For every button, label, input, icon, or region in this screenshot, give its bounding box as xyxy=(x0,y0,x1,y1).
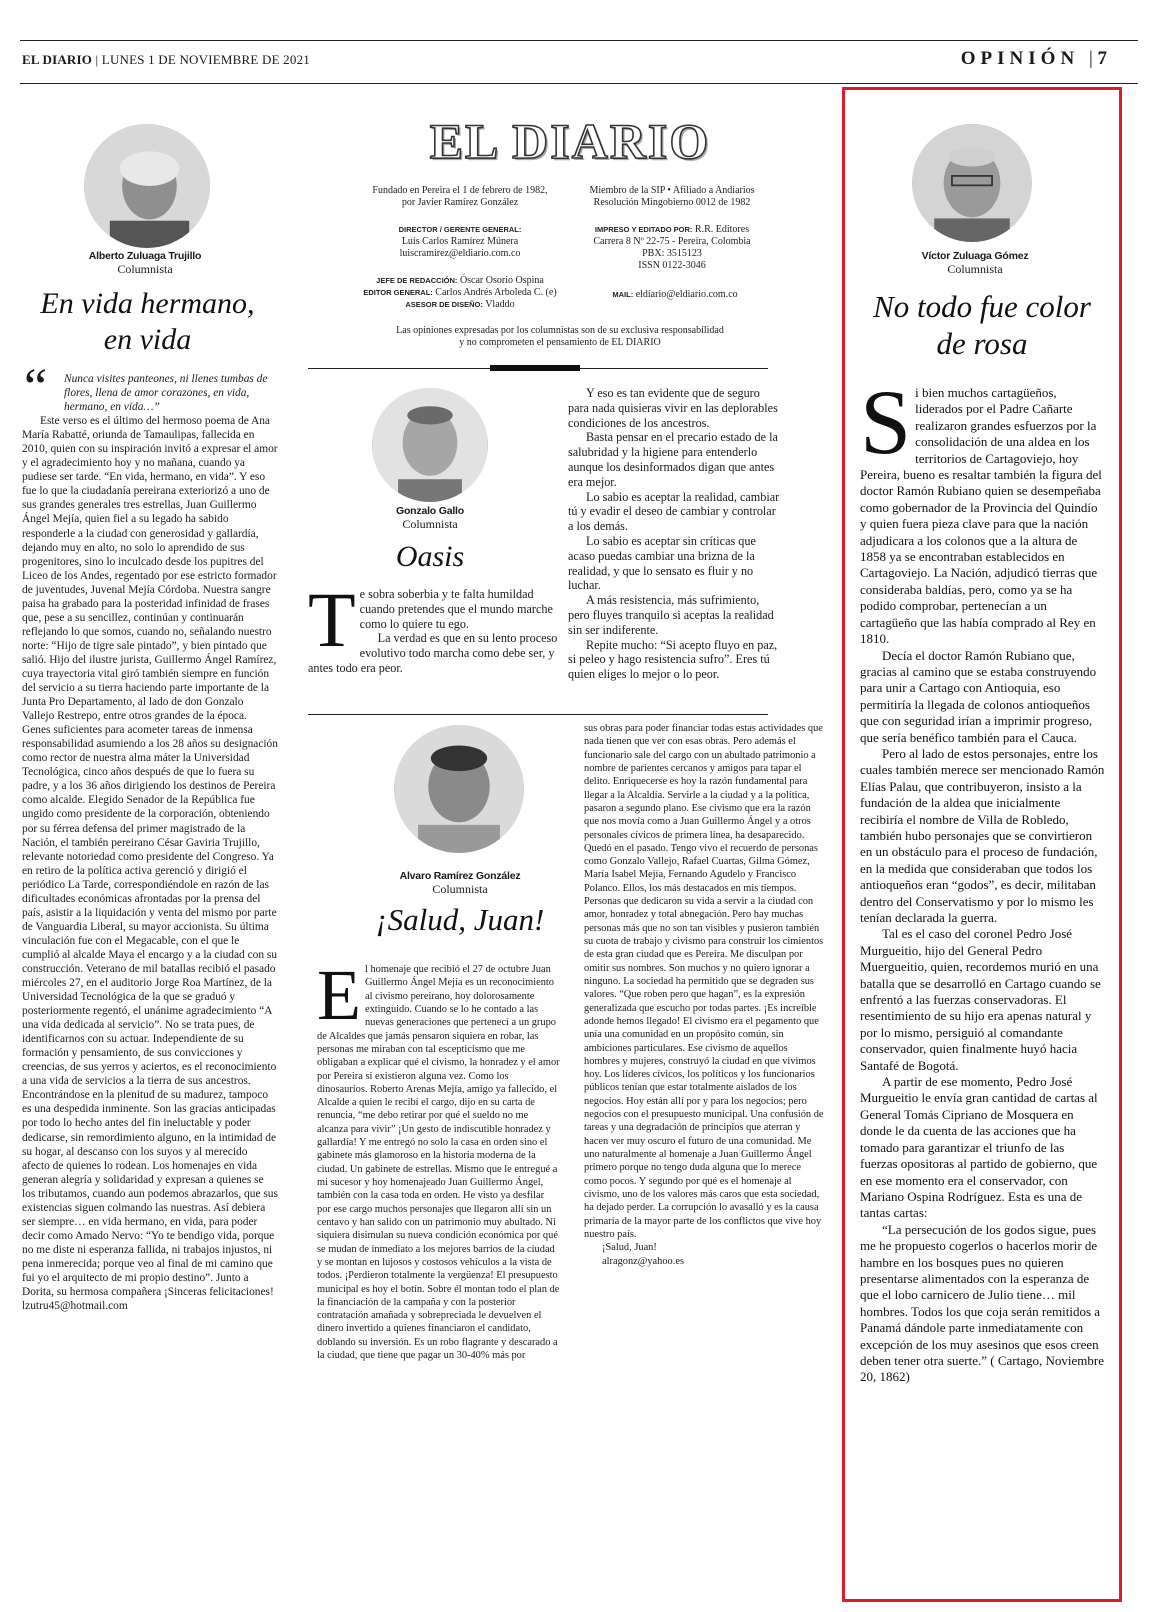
byline-gonzalo xyxy=(360,505,500,532)
quote-mark-icon: “ xyxy=(24,359,48,416)
author-photo-gonzalo xyxy=(372,388,488,502)
article-body-alberto xyxy=(22,359,278,1313)
author-photo-alvaro xyxy=(394,725,524,853)
author-role: Columnista xyxy=(402,517,458,531)
article-text: Este verso es el último del hermoso poema de Ana María Rabatté, oriunda de Tamaulipas, fallecida en 2010, quien con su inspiración invitó a expresar el amor y el agradecimiento hoy y no mañana, cuando ya pudiese ser tarde. “En vida, hermano, en vida”. Y eso fue lo que la ciudadanía pereirana exteriorizó a uno de sus grandes generales tres estrellas, Juan Guillermo Ángel Mejía, quien fiel a su legado ha sabido responderle a la ciudad con generosidad y gallardía, dejando muy en alto, no solo lo aprendido de sus progenitores, sino lo inculcado desde los pupitres del Liceo de los Andes, regentado por ese estricto formador de juventudes, Juvenal Mejía Córdoba. Nuestra sangre paisa ha grabado para la posteridad infinidad de frases que, pese a su sencillez, continúan y continuarán reflejando lo que somos, cuando no, señalando nuestro norte: “Hijo de tigre sale pintado”, y bien pintado que salió. Hijo del ilustre jurista, Guillermo Ángel Ramírez, cuya trayectoria vital giró también siempre en función del servicio a su tierra haciendo parte importante de la Junta Pro Departamento, al lado de don Gonzalo Vallejo Restrepo, entre otros grandes de la época. Genes suficientes para acometer tareas de inmensa responsabilidad asumiendo a los 28 años su designación como rector de nuestra alma máter la Universidad Tecnológica, cinco años después de que lo fuera su padre, y a los 36 años dirigiendo los destinos de Pereira como alcalde. Elegido Senador de la República fue ungido como presidente de la corporación, obteniendo por su férrea defensa del primer magistrado de la Nación, el también pereirano César Gaviria Trujillo, relevante notoriedad como presidente del Congreso. Ya en retiro de la política activa gerenció y dirigió el periódico La Tarde, correspondiéndole en razón de las dificultades económicas afrontadas por la prensa del país, asistir a la liquidación y venta del mismo por parte de Vanguardia Liberal, su mayor accionista. Su última vinculación fue con el Megacable, con el que le cumplió al alcalde Maya el encargo y a la ciudad con su construcción. Veterano de mil batallas recibió el pasado miércoles 27, en el auditorio Jorge Roa Martínez, de la Universidad Tecnológica de la que se graduó y posteriormente regentó, el unánime agradecimiento “A una vida dedicada al servicio”. No se trata pues, de identificarnos con su actuar. Independiente de su formación y pensamiento, de sus convicciones y creencias, de sus yerros y aciertos, es el reconocimiento a una vida de servicios a la tierra de sus ancestros. Encontrándose en la plenitud de su madurez, tampoco es una despedida inminente. Son las gracias anticipadas por todo lo hecho antes del fin ineluctable y poder dedicarse, sin remordimiento alguno, en la intimidad de su hogar, al descanso con los suyos y al merecido afecto de quienes lo rodean. Los homenajes en vida generan alegría y solidaridad y expresan a quienes se los tributamos, cuando aun podemos abrazarlos, que sus existencias siguen colmando las nuestras. Así debiera ser siempre… en vida hermano, en vida, para poder decir como Amado Nervo: “Yo te bendigo vida, porque no me diste ni esperanza fallida, ni trabajos injustos, ni pena inmerecida; porque veo al final de mi camino que fui yo el arquitecto de mi propio destino”. Junto a Dorita, su hermosa compañera ¡Sinceras felicitaciones! xyxy=(22,415,278,1299)
masthead-mail: MAIL: eldiario@eldiario.com.co xyxy=(612,289,738,300)
author-role: Columnista xyxy=(117,262,173,276)
author-photo-alberto xyxy=(84,124,210,248)
author-name: Gonzalo Gallo xyxy=(396,505,464,517)
headline-gonzalo: Oasis xyxy=(395,540,465,573)
headline-alberto: En vida hermano, en vida xyxy=(40,287,255,356)
article-body-gonzalo-right: Y eso es tan evidente que de seguro para nada quisieras vivir en las deplorables condiciones de los ancestros. Basta pensar en el precario estado de la salubridad y la higiene para entenderlo aunque los desinformados digan que antes era mejor. Lo sabio es aceptar la realidad, cambiar tú y evadir el deseo de cambiar y controlar a los demás. Lo sabio es aceptar sin críticas que acaso puedas cambiar una brizna de la realidad, y que lo sensato es fluir y no luchar. A más resistencia, más sufrimiento, pero fluyes tranquilo si aceptas la realidad sin ser indiferente. Repite mucho: “Si acepto fluyo en paz, si peleo y hago resistencia sufro”. Eres tú quien eliges lo mejor o lo peor. xyxy=(568,386,780,682)
page-number: 7 xyxy=(1097,48,1112,69)
issue-date: LUNES 1 DE NOVIEMBRE DE 2021 xyxy=(101,52,310,67)
masthead-membership: Miembro de la SIP • Afiliado a Andiarios Resolución Mingobierno 0012 de 1982 xyxy=(589,185,755,208)
opening-quote: Nunca visites panteones, ni llenes tumbas de flores, llena de amor corazones, en vida, hermano, en vida…” xyxy=(64,373,268,414)
byline-alberto xyxy=(60,250,230,277)
article-body-alvaro-right: sus obras para poder financiar todas estas actividades que nada tienen que ver con esas obras. Pero además el funcionario sale del cargo con un abultado patrimonio a nombre de parientes cercanos y amigos para tapar el delito. Enriquecerse es hoy la razón fundamental para llegar a la Alcaldía. Servirle a la ciudad y a la política, pasaron a segundo plano. Ese civismo que era la razón que nos movía como a Juan Guillermo Ángel y a otros personales cívicos de primera línea, ha desaparecido. Quedó en el pasado. Tengo vivo el recuerdo de personas como Gonzalo Vallejo, Rafael Cuartas, Gilma Gómez, María Isabel Mejía, Fernando Agudelo y Francisco Polanco. Ellos, los más destacados en mis tiempos. Personas que dedicaron su vida a servir a la ciudad con amor, honradez y total abnegación. Pero hay muchas personas más que no son tan visibles y pusieron también su cuota de trabajo y civismo para construir los cimientos de esta gran ciudad que es Pereira. Me disculpan por omitir sus nombres. Son muchos y no quiero ignorar a ninguno. La sociedad ha permitido que se degraden sus valores. “Que roben pero que hagan”, es la expresión generalizada que escucho por todas partes. ¡Es increíble adonde hemos llegado! El civismo era el pegamento que unía una comunidad en un propósito común, sin ambiciones particulares. Ese civismo de aquellos hombres y mujeres, construyó la ciudad en que vivimos hoy. Los líderes cívicos, los políticos y los funcionarios públicos tenían que estar totalmente aislados de los negocios. Hoy están allí por y para los negocios; pero negocios con el presupuesto municipal. Una confusión de tareas y una degradación de principios que aterran y hacen ver muy oscuro el futuro de una comunidad. Me uno naturalmente al homenaje a Juan Guillermo Ángel primero porque no tengo duda alguna que lo merece como pocos. Y segundo por qué es el homenaje al civismo, uno de los valores más caros que esta sociedad, ha dejado perder. La corrupción lo avasalló y es la causa primaria de la mayor parte de los conflictos que vive hoy nuestro país. ¡Salud, Juan! alragonz@yahoo.es xyxy=(584,722,826,1268)
headline-victor: No todo fue color de rosa xyxy=(873,289,1091,361)
masthead-founded: Fundado en Pereira el 1 de febrero de 1982, por Javier Ramírez González xyxy=(372,185,548,208)
article-body-gonzalo-left: Te sobra soberbia y te falta humildad cuando pretendes que el mundo marche como lo quiere tu ego. La verdad es que en su lento proceso evolutivo todo marcha como debe ser, y antes todo era peor. xyxy=(308,576,558,675)
dropcap-s: S xyxy=(860,371,912,473)
section-divider xyxy=(308,714,768,715)
headline-alvaro: ¡Salud, Juan! xyxy=(375,902,545,937)
dropcap-e: E xyxy=(317,955,361,1035)
masthead-disclaimer: Las opiniones expresadas por los columnistas son de su exclusiva responsabilidad y no comprometen el pensamiento de EL DIARIO xyxy=(396,325,724,348)
dropcap-t: T xyxy=(308,576,356,663)
author-role: Columnista xyxy=(432,882,488,896)
article-body-victor: Si bien muchos cartagüeños, liderados por el Padre Cañarte realizaron grandes esfuerzos por la consolidación de una aldea en los territorios de Cartagoviejo, hoy Pereira, bueno es resaltar también la figura del doctor Ramón Rubiano quien se desempeñaba como gobernador de la Provincia del Quindío y quien fuera pieza clave para que la nación adjudicara a los colonos que a la altura de 1858 ya se encontraban establecidos en Cartagoviejo. La Nación, adjudicó tierras que consideraba baldías, pero, como ya se ha podido comprobar, pertenecían a un cartagüeño que las había comprado al Rey en 1810. Decía el doctor Ramón Rubiano que, gracias al camino que se estaba construyendo para unir a Cartago con Antioquia, eso permitiría la llegada de colonos antioqueños que con seguridad irían a imprimir progreso, que sería benéfico también para el Cauca. Pero al lado de estos personajes, entre los cuales también merece ser mencionado Ramón Elías Palau, que contribuyeron, insisto a la fundación de la aldea que inicialmente recibiría el nombre de Villa de Robledo, también hubo personajes que se convirtieron en un obstáculo para el proceso de fundación, en la medida que consideraban que todos los antioqueños eran “godos”, es decir, militaban dentro del Conservatismo y por lo mismo les tenían declarada la guerra. Tal es el caso del coronel Pedro José Murgueitio, hijo del General Pedro Muergueitio, quien, recordemos murió en una batalla que se desarrolló en Cartago cuando se enfrentó a las fuerzas conservadoras. El resentimiento de su hijo era apenas natural y por lo mismo, persiguió al comandante conservador, quien finalmente huyó hacia Santafé de Bogotá. A partir de ese momento, Pedro José Murgueitio le envía gran cantidad de cartas al General Tomás Cipriano de Mosquera en donde le da cuenta de las acciones que ha tomado para garantizar el triunfo de las fuerzas opositoras al partido de gobierno, que en ese momento era el conservador, con Mariano Ospina Rodríguez. Esta es una de tantas cartas: “La persecución de los godos sigue, pues me he propuesto cogerlos o hacerlos morir de hambre en los bosques pues no quieren presentarse alimentados con la esperanza de que el lobo carnicero de Julio tiene… mil hombres. Todos los que coja serán remitidos a Panamá dándole parte inmediatamente con excepción de los muy asesinos que esos creen deben tener otra suerte.” ( Cartago, Noviembre 20, 1862) xyxy=(860,371,1105,1385)
author-email: lzutru45@hotmail.com xyxy=(22,1300,128,1313)
section-name: OPINIÓN xyxy=(960,48,1080,69)
author-role: Columnista xyxy=(947,262,1003,276)
author-photo-victor xyxy=(912,124,1032,242)
byline-victor xyxy=(890,250,1060,277)
author-name: Alvaro Ramírez González xyxy=(399,870,521,882)
page-header-left: EL DIARIO | LUNES 1 DE NOVIEMBRE DE 2021 xyxy=(22,52,310,67)
paper-name: EL DIARIO xyxy=(22,52,93,67)
masthead-director: DIRECTOR / GERENTE GENERAL: Luis Carlos Ramírez Múnera luiscramirez@eldiario.com.co xyxy=(398,225,522,259)
masthead-staff: JEFE DE REDACCIÓN: Óscar Osorio Ospina EDITOR GENERAL: Carlos Andrés Arboleda C. (e) ASESOR DE DISEÑO: Vladdo xyxy=(363,275,557,310)
article-signoff: ¡Salud, Juan! xyxy=(602,1242,657,1254)
author-name: Alberto Zuluaga Trujillo xyxy=(88,250,202,262)
author-email: alragonz@yahoo.es xyxy=(602,1255,684,1267)
masthead-printer: IMPRESO Y EDITADO POR: R.R. Editores Carrera 8 Nº 22-75 - Pereira, Colombia PBX: 3515123 ISSN 0122-3046 xyxy=(593,224,751,271)
byline-alvaro xyxy=(370,870,550,897)
author-name: Víctor Zuluaga Gómez xyxy=(921,250,1029,262)
article-body-alvaro-left: El homenaje que recibió el 27 de octubre Juan Guillermo Ángel Mejía es un reconocimiento al civismo pereirano, hoy dolorosamente extinguido. Cuando se lo he contado a las nuevas generaciones que pertenecí a un grupo de Alcaldes que jamás pensaron siquiera en robar, las personas me miraban con tal escepticismo que me obligaban a explicar qué el civismo, la honradez y el amor por Pereira si existieron alguna vez. Como los dinosaurios. Roberto Arenas Mejía, amigo ya fallecido, el Alcalde a quien le recibí el cargo, dijo en su carta de renuncia, “me debo retirar por qué el sueldo no me alcanza para vivir” ¡Un gesto de indiscutible honradez y gallardía! Y me entregó no solo la casa en orden sino el gabinete más glamoroso en la historia moderna de la ciudad. Un gabinete de estrellas. Mismo que le entregué a mi sucesor y hoy homenajeado Juan Guillermo Ángel, también con la casa toda en orden. He visto ya desfilar por ese cargo muchos personajes que llegaron allí sin un centavo y han salido con un patrimonio muy abultado. Ni siquiera disimulan su nueva condición económica por qué se mudan de inmediato a los mejores barrios de la ciudad y se montan en lujosos y costosos vehículos a la vista de todos. ¡Perdieron totalmente la vergüenza! El presupuesto municipal es hoy el botín. Sobre él montan todo el plan de la financiación de la campaña y con la posterior contratación amañada y sobrepreciada le devuelven el dinero invertido a quienes financiaron el candidato, doblando su inversión. Es un robo flagrante y descarado a la ciudad, que tiene que pagar un 30-40% más por xyxy=(317,955,560,1362)
page-header-right: OPINIÓN | 7 xyxy=(960,48,1112,69)
masthead-logo: EL DIARIO xyxy=(429,113,711,169)
